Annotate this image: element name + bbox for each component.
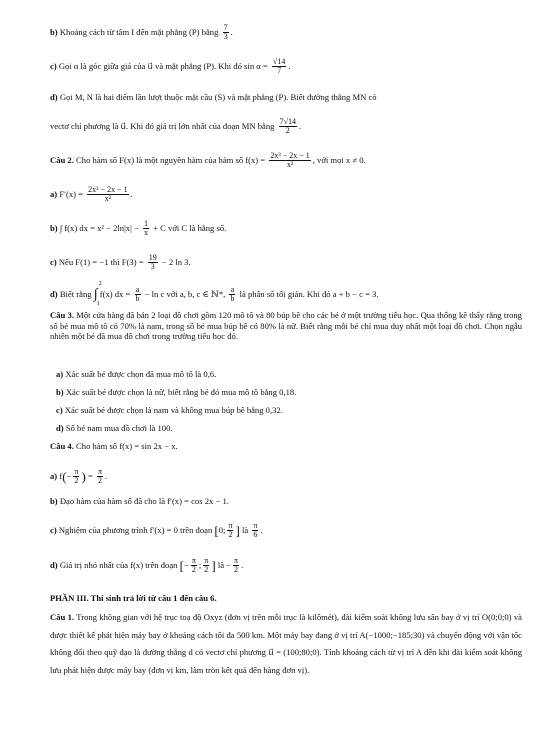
item-d-line2: vectơ chỉ phương là u⃗. Khi đó giá trị lớn nhất của đoạn MN bằng $\frac{7√14}{2}$ . [50, 117, 302, 136]
cau3-item-d: d) Số bé nam mua đồ chơi là 100. [56, 423, 173, 433]
cau3-item-c: c) Xác suất bé được chọn là nam và không mua búp bê bằng 0,32. [56, 405, 283, 415]
item-d-line1: d) Gọi M, N là hai điểm lần lượt thuộc mặt cầu (S) và mặt phẳng (P). Biết đường thẳng MN có [50, 92, 377, 102]
cau3-paragraph: Câu 3. Một cửa hàng đã bán 2 loại đồ chơi gồm 120 mô tô và 80 búp bê cho các bé ở một trường tiểu học. Qua thống kê thấy rằng trong số bé mua mô tô có 70% là nam, trong số bé mua búp bê có 80% là nữ. Biết rằng mỗi bé chỉ mua duy nhất một loại đồ chơi. Chọn ngẫu nhiên một bé đã mua đồ chơi trong trường tiểu học đó. [50, 310, 522, 342]
cau2-item-a: a) F′(x) = $\frac{\text{2x³ − 2x − 1}}{\text{x²}}$ . [50, 185, 133, 204]
cau3-item-b: b) Xác suất bé được chọn là nữ, biết rằng bé đó mua mô tô bằng 0,18. [56, 387, 297, 397]
cau4-item-a: a) f(− $\frac{\pi}{2}$ ) = $\frac{\pi}{2}$ . [50, 467, 108, 486]
integral-sign: ∫ 2 1 [93, 281, 102, 307]
fraction: $\frac{\text{2x³ − 2x − 1}}{\text{x²}}$ [270, 151, 310, 170]
cau2-item-c: c) Nếu F(1) = −1 thì F(3) = $\frac{19}{3}$ − 2 ln 3. [50, 253, 191, 272]
cau4-item-b: b) Đạo hàm của hàm số đã cho là f′(x) = cos 2x − 1. [50, 496, 229, 506]
cau4-item-c: c) Nghiệm của phương trình f′(x) = 0 trên đoạn [0; $\frac{\pi}{2}$ ] là $\frac{\pi}{6}$ . [50, 521, 263, 540]
cau4-item-d: d) Giá trị nhỏ nhất của f(x) trên đoạn [− $\frac{\pi}{2}$ ; $\frac{\pi}{2}$ ] là − $\frac{\pi}{2}$ . [50, 556, 244, 575]
cau2-item-b: b) ∫ f(x) dx = x² − 2ln|x| − $\frac{1}{x}$ + C với C là hằng số. [50, 219, 227, 238]
fraction: $\frac{7}{3}$ [223, 23, 228, 42]
fraction: $\frac{a}{b}$ [135, 285, 140, 304]
part3-heading: PHẦN III. Thí sinh trả lời từ câu 1 đến câu 6. [50, 593, 217, 603]
fraction: $\frac{\pi}{2}$ [228, 521, 233, 540]
item-b-distance: b) Khoảng cách từ tâm I đến mặt phẳng (P) bằng $\frac{7}{3}$ . [50, 23, 233, 42]
fraction: $\frac{\pi}{2}$ [234, 556, 239, 575]
fraction: $\frac{\pi}{6}$ [253, 521, 258, 540]
fraction: $\frac{\pi}{2}$ [191, 556, 196, 575]
fraction: $\frac{√14}{7}$ [272, 57, 286, 76]
part3-cau1: Câu 1. Trong không gian với hệ trục toạ độ Oxyz (đơn vị trên mỗi trục là kilômét), đài kiểm soát không lưu sân bay ở vị trí O(0;0;0) và được thiết kế phát hiện máy bay ở khoảng cách tối đa 500 km. Một máy bay đang ở vị trí A(−1000;−185;30) và chuyển động với vận tốc không đổi theo quỹ đạo là đường thẳng d có vectơ chỉ phương u⃗ = (100;80;0). Tính khoảng cách từ vị trí A đến khi đài kiểm soát không lưu phát hiện được máy bay (đơn vị km, làm tròn kết quả đến hàng đơn vị). [50, 612, 522, 675]
cau4-stem: Câu 4. Cho hàm số f(x) = sin 2x − x. [50, 441, 178, 451]
fraction: $\frac{1}{x}$ [143, 219, 148, 238]
fraction: $\frac{\pi}{2}$ [97, 467, 103, 486]
cau2-stem: Câu 2. Cho hàm số F(x) là một nguyên hàm của hàm số f(x) = $\frac{\text{2x³ − 2x − 1}}{\text{x²}}$ , với mọi x ≠ 0. [50, 151, 366, 170]
cau3-item-a: a) Xác suất bé được chọn đã mua mô tô là 0,6. [56, 369, 217, 379]
fraction: $\frac{\text{2x³ − 2x − 1}}{\text{x²}}$ [88, 185, 128, 204]
cau2-item-d: d) Biết rằng ∫ 2 1 f(x) dx = $\frac{a}{b}$ − ln c với a, b, c ∈ ℕ*, $\frac{a}{b}$ là phân số tối giản. Khi đó a + b − c = 3. [50, 281, 379, 307]
fraction: $\frac{\pi}{2}$ [74, 467, 79, 486]
fraction: $\frac{19}{3}$ [148, 253, 157, 272]
fraction: $\frac{7√14}{2}$ [279, 117, 296, 136]
fraction: $\frac{a}{b}$ [230, 285, 235, 304]
item-c-angle: c) Gọi α là góc giữa giá của u⃗ và mặt phẳng (P). Khi đó sin α = $\frac{√14}{7}$ . [50, 57, 291, 76]
fraction: $\frac{\pi}{2}$ [204, 556, 209, 575]
